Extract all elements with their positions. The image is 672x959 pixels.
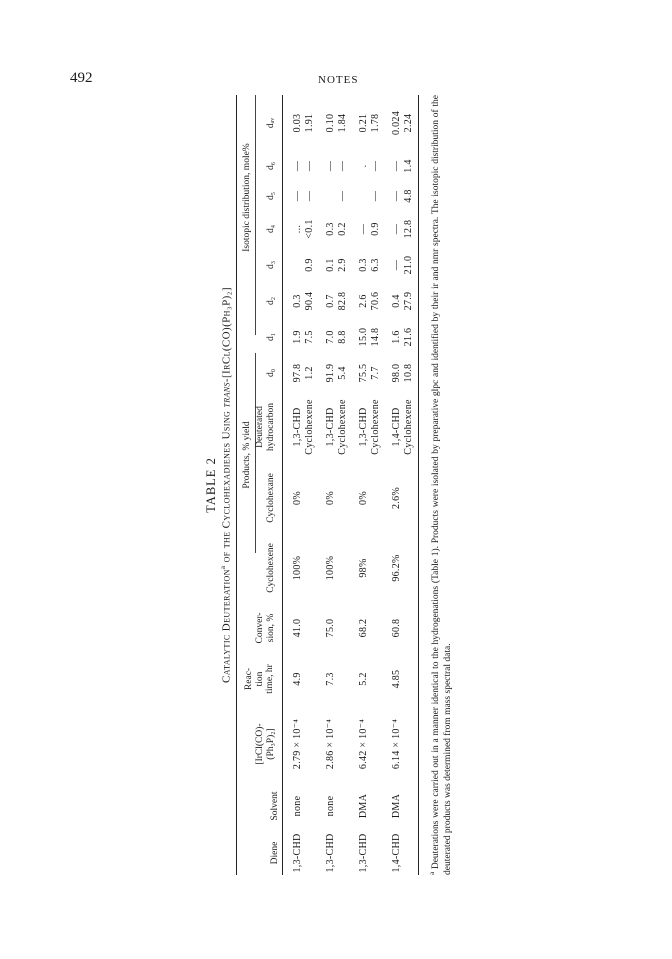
header-d3: d₃	[266, 260, 276, 270]
row-1a-d6: —	[292, 160, 303, 172]
row-1a-d1: 1.9	[292, 330, 303, 344]
page-number: 492	[70, 70, 93, 86]
row-3a-d0: 75.5	[358, 363, 369, 383]
header-reaction-time: Reac- tion time, hr	[244, 664, 275, 694]
row-4a-d1: 1.6	[391, 330, 402, 344]
row-3a-hydrocarbon: 1,3-CHD	[358, 407, 369, 447]
bottom-rule	[418, 95, 419, 875]
row-2b-dav: 1.84	[337, 113, 348, 133]
rotated-table	[200, 95, 660, 875]
row-3b-d0: 7.7	[370, 366, 381, 380]
row-3b-hydrocarbon: Cyclohexene	[370, 399, 381, 455]
row-4-solvent: DMA	[391, 793, 402, 819]
top-rule	[236, 95, 237, 875]
row-3b-dav: 1.78	[370, 113, 381, 133]
row-1b-d0: 1.2	[304, 366, 315, 380]
table-label: TABLE 2	[204, 457, 218, 513]
row-4b-hydrocarbon: Cyclohexene	[403, 399, 414, 455]
row-2a-d0: 91.9	[325, 363, 336, 383]
row-2-cyclohexene: 100%	[325, 555, 336, 581]
row-1a-d2: 0.3	[292, 294, 303, 308]
row-1a-d0: 97.8	[292, 363, 303, 383]
header-d6: d₆	[266, 161, 276, 171]
row-3-catalyst: 6.42 × 10⁻⁴	[358, 718, 369, 770]
row-4a-d2: 0.4	[391, 294, 402, 308]
row-1b-d4: <0.1	[304, 219, 315, 239]
row-4b-d0: 10.8	[403, 363, 414, 383]
row-3b-d6: —	[370, 160, 381, 172]
row-2b-d4: 0.2	[337, 222, 348, 236]
header-d1: d₁	[266, 332, 276, 342]
row-2-catalyst: 2.86 × 10⁻⁴	[325, 718, 336, 770]
row-1b-hydrocarbon: Cyclohexene	[304, 399, 315, 455]
row-2a-d6: —	[325, 160, 336, 172]
row-4a-d3: —	[391, 259, 402, 271]
row-2-diene: 1,3-CHD	[325, 833, 336, 873]
row-1a-dav: 0.03	[292, 113, 303, 133]
row-2-solvent: none	[325, 795, 336, 817]
row-1b-d2: 90.4	[304, 291, 315, 311]
row-1b-d3: 0.9	[304, 258, 315, 272]
row-4b-d1: 21.6	[403, 327, 414, 347]
section-heading: NOTES	[318, 74, 359, 86]
row-4a-hydrocarbon: 1,4-CHD	[391, 407, 402, 447]
isotopic-group-header: Isotopic distribution, mole%	[242, 143, 252, 252]
row-3-cyclohexene: 98%	[358, 558, 369, 578]
row-1a-hydrocarbon: 1,3-CHD	[292, 407, 303, 447]
header-d4: d₄	[266, 224, 276, 234]
header-rule	[282, 95, 283, 875]
row-1-solvent: none	[292, 795, 303, 817]
row-3b-d2: 70.6	[370, 291, 381, 311]
row-4a-dav: 0.024	[391, 111, 402, 135]
row-2b-d2: 82.8	[337, 291, 348, 311]
row-3-diene: 1,3-CHD	[358, 833, 369, 873]
row-2a-d1: 7.0	[325, 330, 336, 344]
header-deuterated-hydrocarbon: Deuterated hydrocarbon	[255, 403, 276, 452]
header-solvent: Solvent	[270, 791, 280, 821]
row-1b-d1: 7.5	[304, 330, 315, 344]
row-3b-d4: 0.9	[370, 222, 381, 236]
row-1b-dav: 1.91	[304, 113, 315, 133]
header-cyclohexene: Cyclohexene	[266, 543, 276, 593]
row-3-time: 5.2	[358, 672, 369, 686]
row-3-solvent: DMA	[358, 793, 369, 819]
row-1-time: 4.9	[292, 672, 303, 686]
row-1a-d5: —	[292, 190, 303, 202]
row-3a-dav: 0.21	[358, 113, 369, 133]
row-4-cyclohexane: 2.6%	[391, 486, 402, 510]
row-1a-d4: ...	[292, 224, 303, 234]
row-2b-d6: —	[337, 160, 348, 172]
row-3a-d3: 0.3	[358, 258, 369, 272]
row-4b-d4: 12.8	[403, 219, 414, 239]
row-1-cyclohexene: 100%	[292, 555, 303, 581]
row-4-diene: 1,4-CHD	[391, 833, 402, 873]
row-4a-d0: 98.0	[391, 363, 402, 383]
header-d5: d₅	[266, 191, 276, 201]
row-2b-d3: 2.9	[337, 258, 348, 272]
row-2b-d5: —	[337, 190, 348, 202]
header-dav: dₐᵥ	[266, 117, 276, 129]
row-2a-hydrocarbon: 1,3-CHD	[325, 407, 336, 447]
row-3-conversion: 68.2	[358, 618, 369, 638]
row-3-cyclohexane: 0%	[358, 491, 369, 505]
row-4b-d5: 4.8	[403, 189, 414, 203]
isotopic-group-rule	[255, 95, 256, 335]
header-d2: d₂	[266, 296, 276, 306]
table-footnote: $^a$ Deuterations were carried out in a manner identical to the hydrogenations (Table 1). Products were isolated by preparative glpc and identified by their ir and nmr spectra. The isotopic distribution of the deuterated products was determined from mass spectral data.	[428, 95, 454, 875]
row-3a-d1: 15.0	[358, 327, 369, 347]
row-3a-d4: —	[358, 223, 369, 235]
row-4-conversion: 60.8	[391, 618, 402, 638]
row-4-time: 4.85	[391, 669, 402, 689]
header-conversion: Conver- sion, %	[255, 612, 276, 644]
row-2-time: 7.3	[325, 672, 336, 686]
row-2a-d3: 0.1	[325, 258, 336, 272]
row-2a-d4: 0.3	[325, 222, 336, 236]
products-group-header: Products, % yield	[242, 421, 252, 489]
row-1-diene: 1,3-CHD	[292, 833, 303, 873]
header-cyclohexane: Cyclohexane	[266, 473, 276, 523]
row-4a-d4: —	[391, 223, 402, 235]
row-3b-d3: 6.3	[370, 258, 381, 272]
row-1b-d5: —	[304, 190, 315, 202]
row-2-conversion: 75.0	[325, 618, 336, 638]
row-1-conversion: 41.0	[292, 618, 303, 638]
row-4b-d3: 21.0	[403, 255, 414, 275]
row-4b-d6: 1.4	[403, 159, 414, 173]
row-2-cyclohexane: 0%	[325, 491, 336, 505]
row-4-catalyst: 6.14 × 10⁻⁴	[391, 718, 402, 770]
row-1-catalyst: 2.79 × 10⁻⁴	[292, 718, 303, 770]
row-2b-d0: 5.4	[337, 366, 348, 380]
header-d0: d₀	[266, 368, 276, 378]
row-3a-d2: 2.6	[358, 294, 369, 308]
header-diene: Diene	[270, 841, 280, 865]
header-catalyst: [IrCl(CO)- (Ph₃P)₂]	[255, 723, 276, 765]
row-4b-dav: 2.24	[403, 113, 414, 133]
row-4a-d5: —	[391, 190, 402, 202]
row-2b-d1: 8.8	[337, 330, 348, 344]
row-3b-d1: 14.8	[370, 327, 381, 347]
row-4-cyclohexene: 96.2%	[391, 554, 402, 582]
row-1b-d6: —	[304, 160, 315, 172]
row-2a-dav: 0.10	[325, 113, 336, 133]
row-4b-d2: 27.9	[403, 291, 414, 311]
row-4a-d6: —	[391, 160, 402, 172]
table-title: Catalytic Deuteration$^a$ of the Cyclohexadienes Using trans-[IrCl(CO)(Ph₃P)₂]	[219, 287, 233, 683]
row-3a-d6: .	[358, 164, 369, 168]
row-1-cyclohexane: 0%	[292, 491, 303, 505]
row-3b-d5: —	[370, 190, 381, 202]
row-2b-hydrocarbon: Cyclohexene	[337, 399, 348, 455]
row-2a-d2: 0.7	[325, 294, 336, 308]
